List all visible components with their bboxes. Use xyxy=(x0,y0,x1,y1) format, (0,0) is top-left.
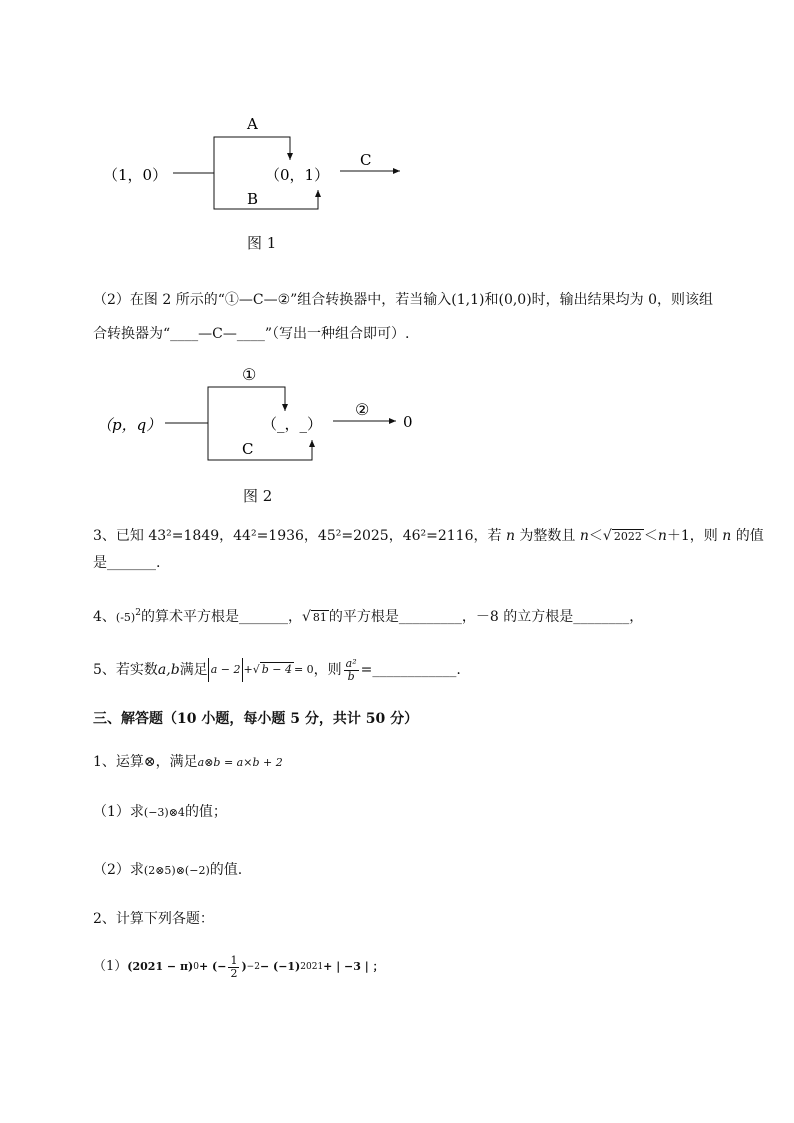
fig2-caption: 图 2 xyxy=(243,487,273,505)
p2-frac-num: 1 xyxy=(230,953,238,967)
p2-intro: 2、计算下列各题： xyxy=(93,911,214,927)
q3-less-than: ＜ xyxy=(643,528,658,544)
q4-sqrt: √ 81 xyxy=(301,609,327,625)
q4-radicand: 81 xyxy=(312,611,327,624)
q3-var-n: n xyxy=(722,528,732,544)
fig2-label-bottom: C xyxy=(242,440,254,458)
q5-equals-zero: = 0 xyxy=(293,663,314,676)
fig1-caption: 图 1 xyxy=(247,234,277,252)
p2-term-3: ) xyxy=(241,960,247,973)
p1-sub1-expr: (−3)⊗4 xyxy=(143,806,185,819)
p2-fraction xyxy=(228,955,239,980)
p2-exp-2: −2 xyxy=(246,962,260,972)
p2-term-2: + (− xyxy=(198,960,227,973)
q5-abs-expr: a − 2 xyxy=(208,658,244,682)
fig1-label-b: B xyxy=(247,190,259,208)
fig1-input-value: （1，0） xyxy=(103,166,168,184)
section-3-title: 三、解答题（10 小题，每小题 5 分，共计 50 分） xyxy=(93,711,419,727)
fig1-label-a: A xyxy=(247,115,258,133)
q4-number: 4、 xyxy=(93,609,116,625)
q3-line1 xyxy=(93,524,764,549)
p1-sub1-prefix: （1）求 xyxy=(93,804,144,820)
p2-frac-den: 2 xyxy=(230,966,238,980)
q5-sqrt: √ b − 4 xyxy=(252,663,292,676)
q3-radicand: 2022 xyxy=(613,530,642,543)
p2-exp-3: 2021 xyxy=(300,962,324,972)
p2-sub1 xyxy=(93,952,384,982)
p2-term-4: − (−1) xyxy=(259,960,301,973)
p1-sub1 xyxy=(93,800,227,825)
p1-sub2 xyxy=(93,858,242,883)
fig2-output-value: （_，_） xyxy=(262,415,323,433)
figure-2-diagram xyxy=(0,355,794,515)
fig2-label-arrow: ② xyxy=(355,400,370,419)
q5-text-d: =____________. xyxy=(360,662,461,678)
q5-frac-den: b xyxy=(347,669,355,683)
figure-1-diagram xyxy=(0,100,794,260)
q4-text-c: 的平方根是_________，－8 的立方根是________， xyxy=(328,609,644,625)
q5-frac-num: a² xyxy=(345,656,357,670)
q3-text-a: 3、已知 43²=1849，44²=1936，45²=2025，46²=2116，若 xyxy=(93,528,506,544)
fig2-input-value: （p，q） xyxy=(97,416,162,434)
p1-sub2-prefix: （2）求 xyxy=(93,862,144,878)
p1-definition: a⊗b = a×b + 2 xyxy=(197,756,283,769)
q3-less-than: ＜ xyxy=(588,528,603,544)
q4-expr: (-5) xyxy=(115,611,136,624)
q3-text-d: 的值 xyxy=(731,528,764,544)
p1-sub2-suffix: 的值. xyxy=(209,862,243,878)
p2-term-1: (2021 − π) xyxy=(127,960,194,973)
p1-intro: 1、运算⊗，满足 xyxy=(93,754,198,770)
q3-var-n: n xyxy=(505,528,515,544)
p1-sub2-expr: (2⊗5)⊗(−2) xyxy=(143,864,210,877)
q3-var-n: n xyxy=(579,528,589,544)
q5-plus: + xyxy=(243,663,253,676)
q3-text-b: 为整数且 xyxy=(514,528,580,544)
q5-fraction xyxy=(344,658,359,683)
p2-exp-1: 0 xyxy=(193,962,199,972)
q4-line xyxy=(93,601,643,630)
q3-sqrt: √ 2022 xyxy=(602,528,642,544)
q5-text-c: ，则 xyxy=(313,662,342,678)
p2-sub1-prefix: （1） xyxy=(93,959,128,974)
fig1-label-c: C xyxy=(360,151,372,169)
q3-text-c: ＋1，则 xyxy=(666,528,723,544)
q2-line1: （2）在图 2 所示的“①—C—②”组合转换器中，若当输入(1,1)和(0,0)时，输出结果均为 0，则该组 xyxy=(93,292,714,308)
fig2-label-top: ① xyxy=(242,365,257,384)
q3-var-n: n xyxy=(657,528,667,544)
p1-sub1-suffix: 的值； xyxy=(184,804,227,820)
q5-root-expr: b − 4 xyxy=(261,663,292,676)
fig1-output-value: （0，1） xyxy=(265,166,330,184)
q5-vars: a,b xyxy=(157,662,180,678)
p2-term-5: + | −3 | ； xyxy=(323,960,384,973)
fig2-result: 0 xyxy=(403,413,413,431)
q2-line2: 合转换器为“____—C—____”（写出一种组合即可）. xyxy=(93,326,410,342)
q4-exponent: 2 xyxy=(135,608,141,618)
p1-intro-line xyxy=(93,750,283,775)
q4-text-b: 的算术平方根是_______， xyxy=(140,609,302,625)
q5-text-b: 满足 xyxy=(179,662,208,678)
q5-text-a: 5、若实数 xyxy=(93,662,158,678)
q3-line2: 是_______. xyxy=(93,555,161,571)
q5-line xyxy=(93,655,461,685)
